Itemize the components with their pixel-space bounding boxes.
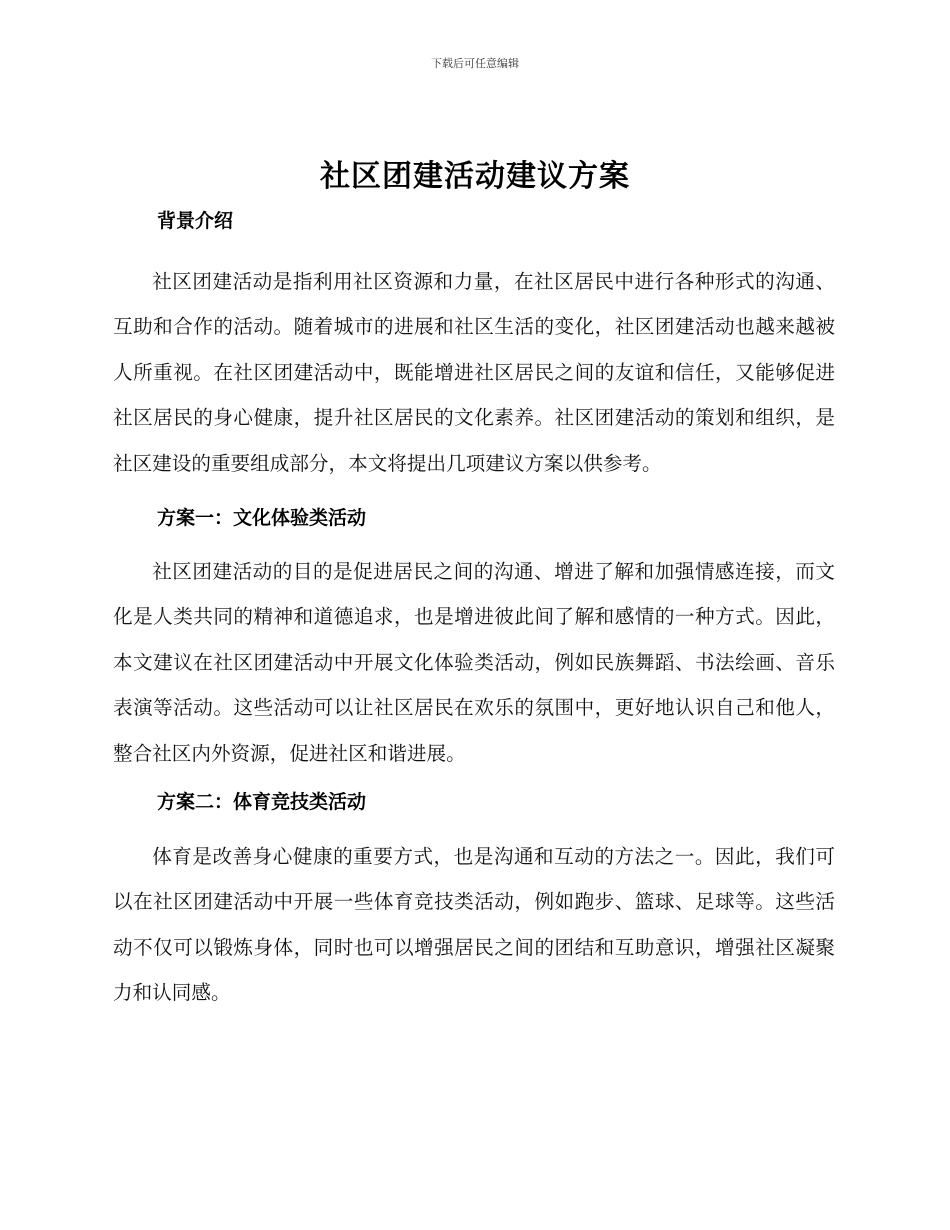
section-heading-background: 背景介绍 <box>157 210 234 232</box>
section-paragraph-plan-one: 社区团建活动的目的是促进居民之间的沟通、增进了解和加强情感连接，而文化是人类共同的精神和道德追求，也是增进彼此间了解和感情的一种方式。因此，本文建议在社区团建活动中开展文化体验类活动，例如民族舞蹈、书法绘画、音乐表演等活动。这些活动可以让社区居民在欢乐的氛围中，更好地认识自己和他人，整合社区内外资源，促进社区和谐进展。 <box>113 560 835 765</box>
document-title: 社区团建活动建议方案 <box>320 159 630 194</box>
section-paragraph-background: 社区团建活动是指利用社区资源和力量，在社区居民中进行各种形式的沟通、互助和合作的活动。随着城市的进展和社区生活的变化，社区团建活动也越来越被人所重视。在社区团建活动中，既能增进社区居民之间的友谊和信任，又能够促进社区居民的身心健康，提升社区居民的文化素养。社区团建活动的策划和组织，是社区建设的重要组成部分，本文将提出几项建议方案以供参考。 <box>113 270 835 475</box>
header-note: 下载后可任意编辑 <box>431 57 519 70</box>
document-body <box>113 203 835 1016</box>
section-heading-plan-one: 方案一：文化体验类活动 <box>157 507 367 530</box>
section-heading-plan-two: 方案二：体育竞技类活动 <box>157 791 367 814</box>
section-paragraph-plan-two: 体育是改善身心健康的重要方式，也是沟通和互动的方法之一。因此，我们可以在社区团建活动中开展一些体育竞技类活动，例如跑步、篮球、足球等。这些活动不仅可以锻炼身体，同时也可以增强居民之间的团结和互助意识，增强社区凝聚力和认同感。 <box>113 845 835 1005</box>
